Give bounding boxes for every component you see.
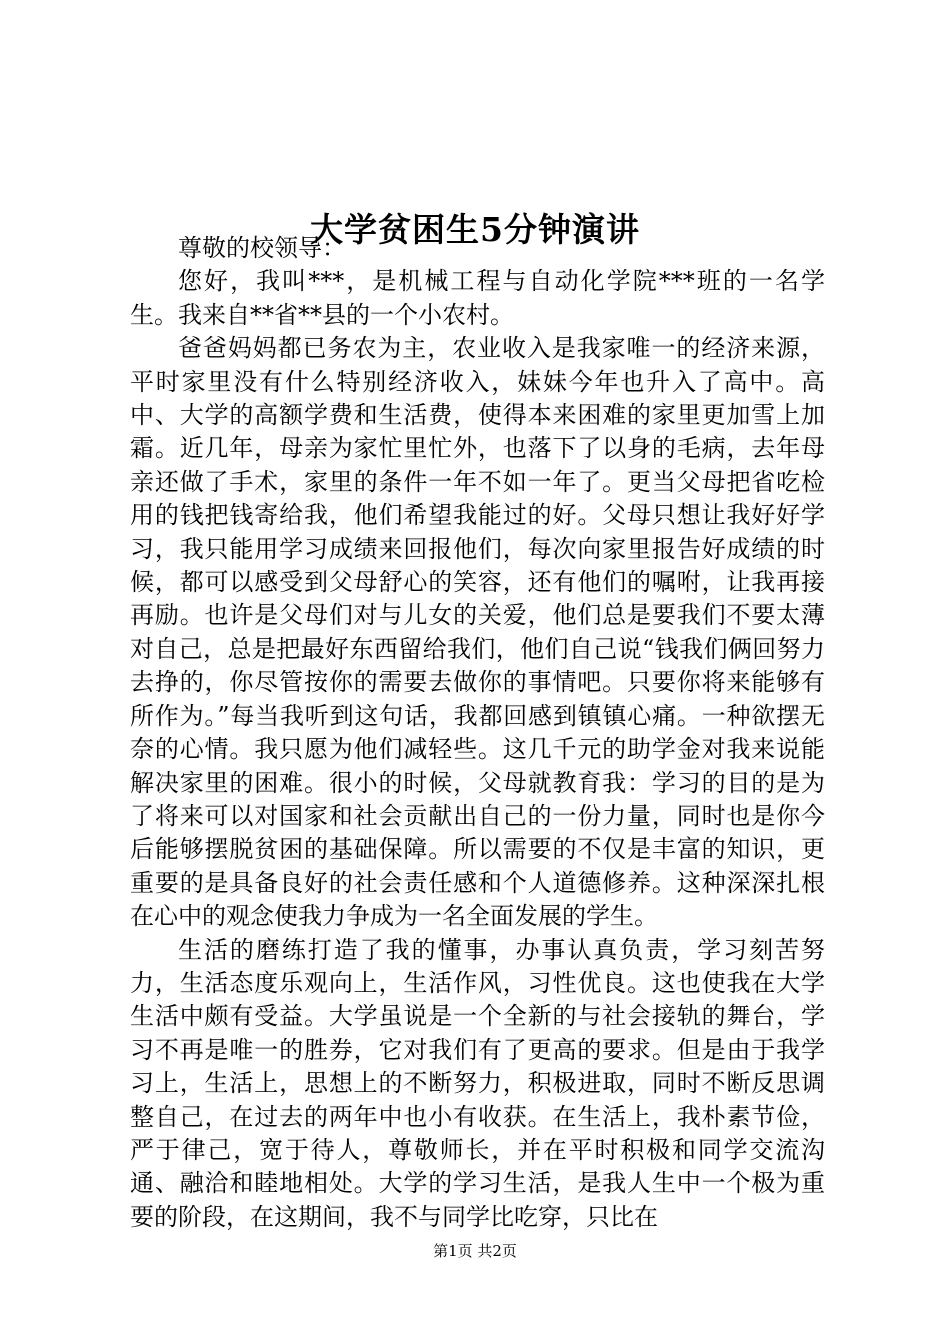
paragraph-2: 爸爸妈妈都已务农为主，农业收入是我家唯一的经济来源，平时家里没有什么特别经济收入，妹妹今年也升入了高中。高中、大学的高额学费和生活费，使得本来困难的家里更加雪上加霜。近几年，母亲为家忙里忙外，也落下了以身的毛病，去年母亲还做了手术，家里的条件一年不如一年了。更当父母把省吃检用的钱把钱寄给我，他们希望我能过的好。父母只想让我好好学习，我只能用学习成绩来回报他们，每次向家里报告好成绩的时候，都可以感受到父母舒心的笑容，还有他们的嘱咐，让我再接再励。也许是父母们对与儿女的关爱，他们总是要我们不要太薄对自己，总是把最好东西留给我们，他们自己说“钱我们俩回努力去挣的，你尽管按你的需要去做你的事情吧。只要你将来能够有所作为。”每当我听到这句话，我都回感到镇镇心痛。一种欲摆无奈的心情。我只愿为他们减轻些。这几千元的助学金对我来说能解决家里的困难。很小的时候，父母就教育我：学习的目的是为了将来可以对国家和社会贡献出自己的一份力量，同时也是你今后能够摆脱贫困的基础保障。所以需要的不仅是丰富的知识，更重要的是具备良好的社会责任感和个人道德修养。这种深深扎根在心中的观念使我力争成为一名全面发展的学生。: [130, 334, 825, 931]
page-number-footer: 第1页 共2页: [433, 1242, 517, 1260]
greeting: 尊敬的校领导：: [178, 234, 346, 262]
paragraph-3: 生活的磨练打造了我的懂事，办事认真负责，学习刻苦努力，生活态度乐观向上，生活作风，习性优良。这也使我在大学生活中颇有受益。大学虽说是一个全新的与社会接轨的舞台，学习不再是唯一的胜券，它对我们有了更高的要求。但是由于我学习上，生活上，思想上的不断努力，积极进取，同时不断反思调整自己，在过去的两年中也小有收获。在生活上，我朴素节俭，严于律己，宽于待人，尊敬师长，并在平时积极和同学交流沟通、融洽和睦地相处。大学的学习生活，是我人生中一个极为重要的阶段，在这期间，我不与同学比吃穿，只比在: [130, 935, 825, 1231]
document-body: [130, 232, 825, 1234]
paragraph-1: 您好，我叫***，是机械工程与自动化学院***班的一名学生。我来自**省**县的一个小农村。: [130, 267, 825, 329]
document-title: 大学贫困生5分钟演讲: [310, 210, 640, 250]
